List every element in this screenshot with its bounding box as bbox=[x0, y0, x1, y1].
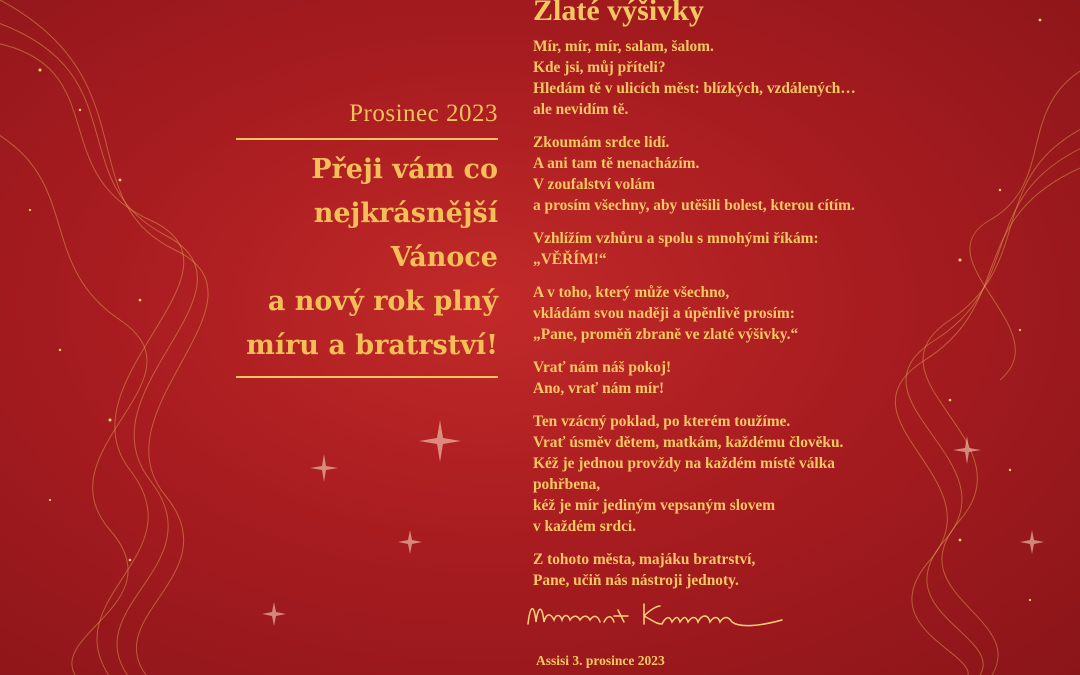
wish-line: nejkrásnější Vánoce bbox=[313, 198, 498, 273]
poem-line: Ano, vrať nám mír! bbox=[533, 380, 665, 397]
poem-line: Zkoumám srdce lidí. bbox=[533, 134, 670, 151]
poem-line: Z tohoto města, majáku bratrství, bbox=[533, 551, 756, 568]
top-divider bbox=[236, 138, 498, 140]
poem-line: „Pane, proměň zbraně ve zlaté výšivky.“ bbox=[533, 326, 799, 343]
poem-line: Vrať úsměv dětem, matkám, každému člověku. bbox=[533, 434, 844, 451]
poem-line: v každém srdci. bbox=[533, 518, 637, 535]
poem-stanza bbox=[533, 228, 953, 270]
poem-line: pohřbena, bbox=[533, 476, 601, 493]
poem-line: Mír, mír, mír, salam, šalom. bbox=[533, 38, 714, 55]
poem-stanza bbox=[533, 549, 953, 591]
poem-line: a prosím všechny, aby utěšili bolest, kterou cítím. bbox=[533, 197, 855, 214]
poem-stanza bbox=[533, 36, 953, 120]
poem-line: „VĚŘÍM!“ bbox=[533, 251, 607, 268]
place-and-date: Assisi 3. prosince 2023 bbox=[536, 653, 665, 668]
poem-line: Ten vzácný poklad, po kterém toužíme. bbox=[533, 413, 791, 430]
poem-line: A ani tam tě nenacházím. bbox=[533, 155, 700, 172]
greeting-block bbox=[198, 100, 498, 378]
poem-line: Vrať nám náš pokoj! bbox=[533, 359, 672, 376]
wish-line: Přeji vám co bbox=[311, 154, 498, 185]
poem-stanza bbox=[533, 357, 953, 399]
poem-line: V zoufalství volám bbox=[533, 176, 655, 193]
poem-line: Pane, učiň nás nástroji jednoty. bbox=[533, 572, 739, 589]
poem-line: Vzhlížím vzhůru a spolu s mnohými říkám: bbox=[533, 230, 819, 247]
poem bbox=[533, 0, 953, 603]
poem-line: Kéž je jednou provždy na každém místě válka bbox=[533, 455, 835, 472]
poem-line: Kde jsi, můj příteli? bbox=[533, 59, 666, 76]
poem-line: vkládám svou naději a úpěnlivě prosím: bbox=[533, 305, 795, 322]
wish-line: a nový rok plný bbox=[267, 286, 498, 317]
bottom-divider bbox=[236, 376, 498, 378]
poem-line: A v toho, který může všechno, bbox=[533, 284, 730, 301]
poem-stanza bbox=[533, 411, 953, 537]
poem-line: Hledám tě v ulicích měst: blízkých, vzdálených… bbox=[533, 80, 856, 97]
christmas-wish bbox=[198, 148, 498, 368]
poem-stanza bbox=[533, 282, 953, 345]
handwritten-signature bbox=[520, 592, 790, 636]
poem-stanzas bbox=[533, 36, 953, 591]
poem-title: Zlaté výšivky bbox=[533, 0, 704, 27]
date-heading: Prosinec 2023 bbox=[349, 100, 498, 127]
poem-line: ale nevidím tě. bbox=[533, 101, 629, 118]
poem-stanza bbox=[533, 132, 953, 216]
wish-line: míru a bratrství! bbox=[246, 330, 498, 361]
poem-line: kéž je mír jediným vepsaným slovem bbox=[533, 497, 776, 514]
